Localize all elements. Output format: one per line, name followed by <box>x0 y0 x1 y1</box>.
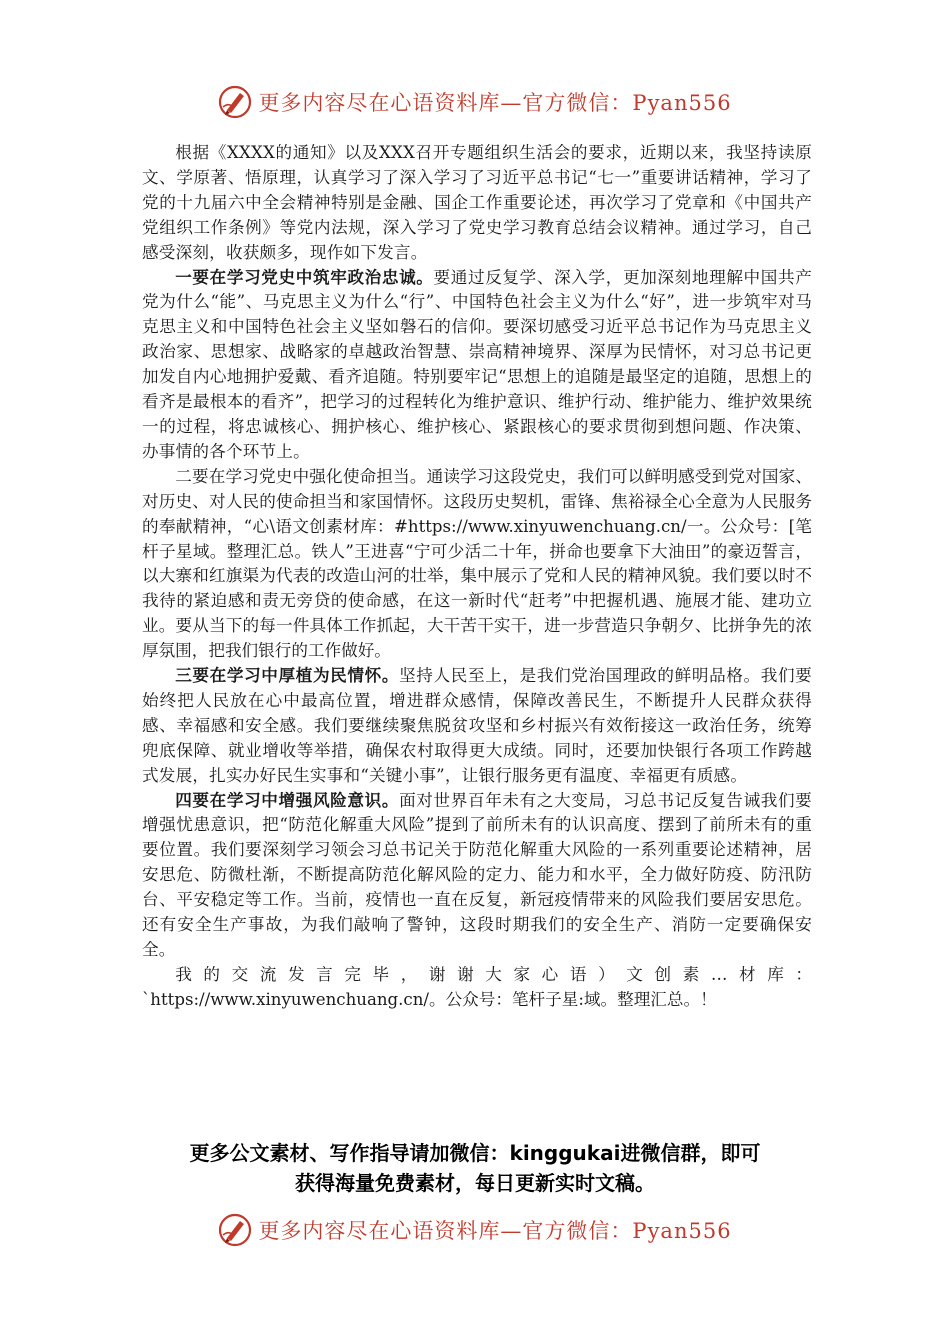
paragraph-intro <box>142 141 812 266</box>
paragraph-point-2 <box>142 465 812 664</box>
promo-line-1: 更多公文素材、写作指导请加微信：kinggukai进微信群，即可 <box>189 1141 761 1165</box>
paragraph-closing <box>142 963 812 1013</box>
paragraph-lead: 三要在学习中厚植为民情怀。 <box>175 666 400 686</box>
document-body <box>142 141 812 1013</box>
paragraph-text: 坚持人民至上，是我们党治国理政的鲜明品格。我们要始终把人民放在心中最高位置，增进群众感情，保障改善民生，不断提升人民群众获得感、幸福感和安全感。我们要继续聚焦脱贫攻坚和乡村振兴有效衔接这一政治任务，统筹兜底保障、就业增收等举措，确保农村取得更大成绩。同时，还要加快银行各项工作跨越式发展，扎实办好民生实事和“关键小事”，让银行服务更有温度、幸福更有质感。 <box>142 666 812 785</box>
paragraph-text: 我的交流发言完毕，谢谢大家心语）文创素…材库：`https://www.xinyuwenchuang.cn/。公众号：笔杆子星:域。整理汇总。！ <box>142 964 812 1009</box>
promo-line-2: 获得海量免费素材，每日更新实时文稿。 <box>295 1171 655 1195</box>
paragraph-text: 二要在学习党史中强化使命担当。通读学习这段党史，我们可以鲜明感受到党对国家、对历史、对人民的使命担当和家国情怀。这段历史契机，雷锋、焦裕禄全心全意为人民服务的奉献精神，“心\语文创素材库：#https://www.xinyuwenchuang.cn/一。公众号：[笔杆子星域。整理汇总。铁人”王进喜“宁可少活二十年，拼命也要拿下大油田”的豪迈誓言，以大寨和红旗渠为代表的改造山河的壮举，集中展示了党和人民的精神风貌。我们要以时不我待的紧迫感和责无旁贷的使命感，在这一新时代“赶考”中把握机遇、施展才能、建功立业。要从当下的每一件具体工作抓起，大干苦干实干，进一步营造只争朝夕、比拼争先的浓厚氛围，把我们银行的工作做好。 <box>142 466 812 661</box>
paragraph-lead: 一要在学习党史中筑牢政治忠诚。 <box>175 267 434 287</box>
header-banner-text: 更多内容尽在心语资料库—官方微信：Pyan556 <box>258 91 732 115</box>
paragraph-text: 要通过反复学、深入学，更加深刻地理解中国共产党为什么“能”、马克思主义为什么“行”、中国特色社会主义为什么“好”，进一步筑牢对马克思主义和中国特色社会主义坚如磐石的信仰。要深切感受习近平总书记作为马克思主义政治家、思想家、战略家的卓越政治智慧、崇高精神境界、深厚为民情怀，对习总书记更加发自内心地拥护爱戴、看齐追随。特别要牢记“思想上的追随是最坚定的追随，思想上的看齐是最根本的看齐”，把学习的过程转化为维护意识、维护行动、维护能力、维护效果统一的过程，将忠诚核心、拥护核心、维护核心、紧跟核心的要求贯彻到想问题、作决策、办事情的各个环节上。 <box>142 267 812 461</box>
paragraph-text: 面对世界百年未有之大变局，习总书记反复告诫我们要增强忧患意识，把“防范化解重大风险”提到了前所未有的认识高度、摆到了前所未有的重要位置。我们要深刻学习领会习总书记关于防范化解重大风险的一系列重要论述精神，居安思危、防微杜渐，不断提高防范化解风险的定力、能力和水平，全力做好防疫、防汛防台、平安稳定等工作。当前，疫情也一直在反复，新冠疫情带来的风险我们要居安思危。还有安全生产事故，为我们敲响了警钟，这段时期我们的安全生产、消防一定要确保安全。 <box>142 790 812 959</box>
paragraph-point-1 <box>142 266 812 465</box>
footer-banner <box>0 1210 950 1250</box>
pen-logo-icon <box>218 85 252 119</box>
promo-notice <box>0 1138 950 1198</box>
paragraph-point-3 <box>142 664 812 789</box>
header-banner <box>0 82 950 122</box>
paragraph-text: 根据《XXXX的通知》以及XXX召开专题组织生活会的要求，近期以来，我坚持读原文、学原著、悟原理，认真学习了深入学习了习近平总书记“七一”重要讲话精神，学习了党的十九届六中全会精神特别是金融、国企工作重要论述，再次学习了党章和《中国共产党组织工作条例》等党内法规，深入学习了党史学习教育总结会议精神。通过学习，自己感受深刻，收获颇多，现作如下发言。 <box>142 143 812 262</box>
pen-logo-icon <box>218 1213 252 1247</box>
paragraph-lead: 四要在学习中增强风险意识。 <box>175 790 400 810</box>
paragraph-point-4 <box>142 789 812 963</box>
footer-banner-text: 更多内容尽在心语资料库—官方微信：Pyan556 <box>258 1219 732 1243</box>
